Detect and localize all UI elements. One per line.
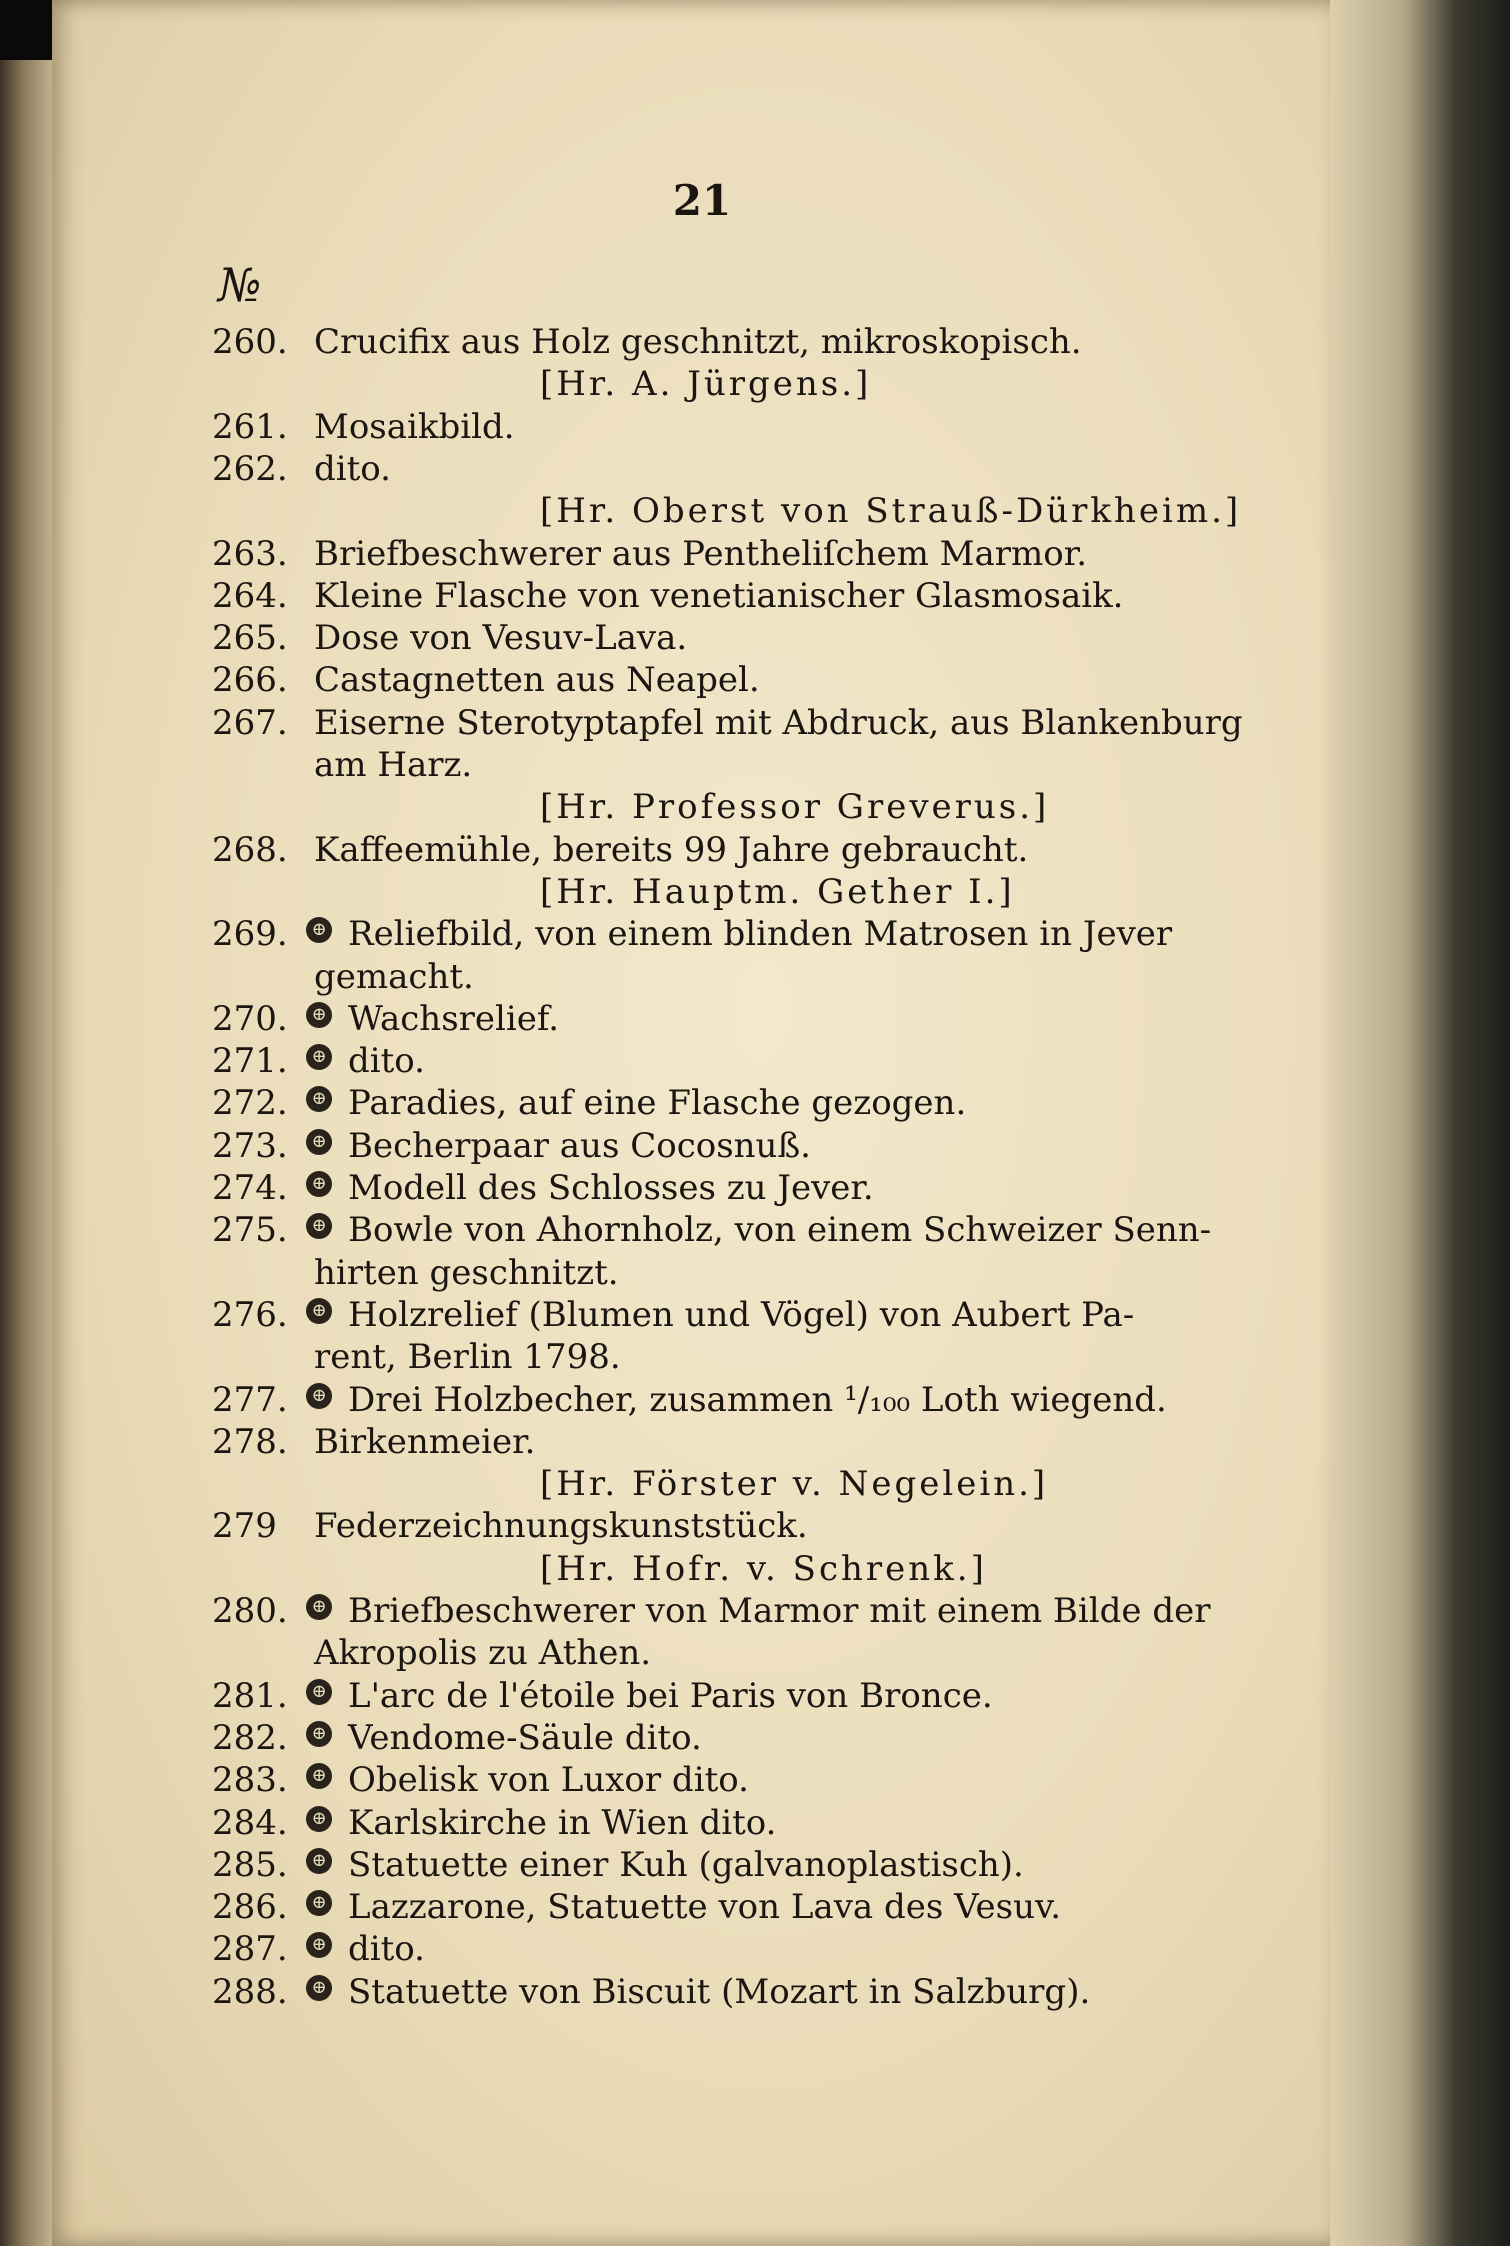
entry-text: Vendome-Säule dito.: [348, 1718, 702, 1758]
entry-number: 278.: [212, 1422, 288, 1462]
marked-item-icon: ⊕: [306, 1975, 332, 2001]
donor-attribution: [540, 787, 1049, 827]
entry-number: 283.: [212, 1760, 288, 1800]
marked-item-icon: ⊕: [306, 1848, 332, 1874]
entry-text: gemacht.: [314, 957, 474, 997]
entry-number: 286.: [212, 1887, 288, 1927]
entry-text: Paradies, auf eine Flasche gezogen.: [348, 1083, 967, 1123]
entry-number: 279: [212, 1506, 277, 1546]
entry-number: 262.: [212, 449, 288, 489]
entry-continuation: [314, 745, 472, 785]
entry-number: 273.: [212, 1126, 288, 1166]
marked-item-icon: ⊕: [306, 1171, 332, 1197]
marked-item-icon: ⊕: [306, 1086, 332, 1112]
donor-name: [Hr. Professor Greverus.]: [540, 787, 1050, 827]
entry-text: Wachsrelief.: [348, 999, 560, 1039]
entry-text: Reliefbild, von einem blinden Matrosen in Jever: [348, 914, 1173, 954]
entry-text: Bowle von Ahornholz, von einem Schweizer Senn-: [348, 1210, 1212, 1250]
entry-text: Mosaikbild.: [314, 407, 515, 447]
entry-number: 265.: [212, 618, 288, 658]
donor-attribution: [540, 364, 871, 404]
entry-text: Akropolis zu Athen.: [314, 1633, 652, 1673]
entry-number: 285.: [212, 1845, 288, 1885]
entry-text: Becherpaar aus Cocosnuß.: [348, 1126, 811, 1166]
marked-item-icon: ⊕: [306, 1213, 332, 1239]
entry-text: am Harz.: [314, 745, 473, 785]
entry-number: 260.: [212, 322, 288, 362]
entry-number: 281.: [212, 1676, 288, 1716]
entry-text: rent, Berlin 1798.: [314, 1337, 621, 1377]
entry-continuation: [314, 1633, 651, 1673]
marked-item-icon: ⊕: [306, 1763, 332, 1789]
entry-number: 274.: [212, 1168, 288, 1208]
number-column-marker: №: [218, 258, 262, 312]
page-number: 21: [672, 176, 732, 225]
donor-name: [Hr. Hauptm. Gether I.]: [540, 872, 1015, 912]
entry-text: Modell des Schlosses zu Jever.: [348, 1168, 874, 1208]
entry-text: Lazzarone, Statuette von Lava des Vesuv.: [348, 1887, 1062, 1927]
entry-text: L'arc de l'étoile bei Paris von Bronce.: [348, 1676, 993, 1716]
entry-text: Dose von Vesuv-Lava.: [314, 618, 688, 658]
entry-number: 287.: [212, 1929, 288, 1969]
entry-number: 277.: [212, 1380, 288, 1420]
entry-text: dito.: [348, 1041, 425, 1081]
marked-item-icon: ⊕: [306, 1383, 332, 1409]
marked-item-icon: ⊕: [306, 1002, 332, 1028]
donor-name: [Hr. A. Jürgens.]: [540, 364, 872, 404]
entry-text: Eiserne Sterotyptapfel mit Abdruck, aus Blankenburg: [314, 703, 1243, 743]
entry-text: Federzeichnungskunststück.: [314, 1506, 808, 1546]
donor-attribution: [540, 491, 1241, 531]
entry-text: Statuette von Biscuit (Mozart in Salzburg).: [348, 1972, 1091, 2012]
entry-number: 263.: [212, 534, 288, 574]
marked-item-icon: ⊕: [306, 1932, 332, 1958]
marked-item-icon: ⊕: [306, 1129, 332, 1155]
entry-text: Kleine Flasche von venetianischer Glasmosaik.: [314, 576, 1124, 616]
entry-number: 271.: [212, 1041, 288, 1081]
donor-name: [Hr. Oberst von Strauß-Dürkheim.]: [540, 491, 1242, 531]
marked-item-icon: ⊕: [306, 1721, 332, 1747]
entry-continuation: [314, 1337, 621, 1377]
entry-number: 267.: [212, 703, 288, 743]
entry-text: Birkenmeier.: [314, 1422, 536, 1462]
entry-number: 261.: [212, 407, 288, 447]
marked-item-icon: ⊕: [306, 1679, 332, 1705]
donor-name: [Hr. Hofr. v. Schrenk.]: [540, 1549, 987, 1589]
entry-text: hirten geschnitzt.: [314, 1253, 619, 1293]
entry-number: 264.: [212, 576, 288, 616]
entry-number: 275.: [212, 1210, 288, 1250]
entry-text: dito.: [314, 449, 391, 489]
marked-item-icon: ⊕: [306, 1890, 332, 1916]
donor-name: [Hr. Förster v. Negelein.]: [540, 1464, 1049, 1504]
entry-number: 284.: [212, 1803, 288, 1843]
entry-number: 272.: [212, 1083, 288, 1123]
entry-text: Holzrelief (Blumen und Vögel) von Aubert Pa-: [348, 1295, 1135, 1335]
entry-text: Karlskirche in Wien dito.: [348, 1803, 777, 1843]
marked-item-icon: ⊕: [306, 1594, 332, 1620]
donor-attribution: [540, 1464, 1048, 1504]
entry-number: 276.: [212, 1295, 288, 1335]
marked-item-icon: ⊕: [306, 917, 332, 943]
donor-attribution: [540, 872, 1015, 912]
entry-number: 269.: [212, 914, 288, 954]
entry-number: 268.: [212, 830, 288, 870]
entry-text: Statuette einer Kuh (galvanoplastisch).: [348, 1845, 1024, 1885]
entry-continuation: [314, 1253, 619, 1293]
donor-attribution: [540, 1549, 987, 1589]
entry-text: Castagnetten aus Neapel.: [314, 660, 760, 700]
entry-text: Drei Holzbecher, zusammen ¹/₁₀₀ Loth wiegend.: [348, 1380, 1167, 1420]
entry-number: 288.: [212, 1972, 288, 2012]
marked-item-icon: ⊕: [306, 1044, 332, 1070]
marked-item-icon: ⊕: [306, 1806, 332, 1832]
entry-number: 266.: [212, 660, 288, 700]
entry-text: dito.: [348, 1929, 425, 1969]
entry-number: 282.: [212, 1718, 288, 1758]
entry-text: Briefbeschwerer von Marmor mit einem Bilde der: [348, 1591, 1211, 1631]
entry-continuation: [314, 957, 474, 997]
entry-number: 270.: [212, 999, 288, 1039]
marked-item-icon: ⊕: [306, 1298, 332, 1324]
entry-number: 280.: [212, 1591, 288, 1631]
entry-text: Kaffeemühle, bereits 99 Jahre gebraucht.: [314, 830, 1029, 870]
entry-text: Briefbeschwerer aus Pentheliſchem Marmor.: [314, 534, 1088, 574]
entry-text: Obelisk von Luxor dito.: [348, 1760, 749, 1800]
entry-text: Crucifix aus Holz geschnitzt, mikroskopisch.: [314, 322, 1082, 362]
